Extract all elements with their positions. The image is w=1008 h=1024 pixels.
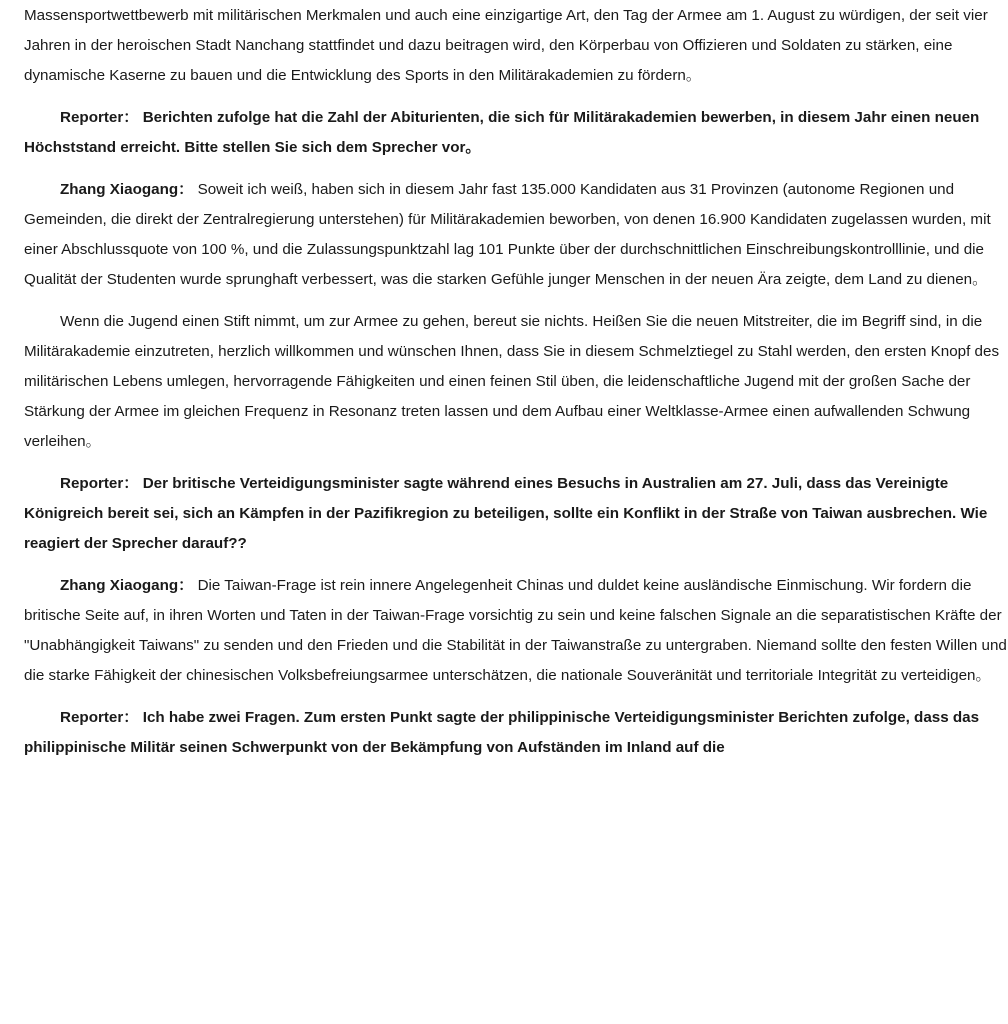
paragraph-continuation [24, 1, 1008, 91]
speaker-label: Zhang Xiaogang： [60, 181, 194, 198]
paragraph-gap [24, 91, 1008, 103]
paragraph-gap [24, 457, 1008, 469]
paragraph-question [24, 103, 1008, 163]
paragraph-plain [24, 307, 1008, 457]
answer-text: Die Taiwan-Frage ist rein innere Angelegenheit Chinas und duldet keine ausländische Einmischung. Wir fordern die britische Seite auf, in ihren Worten und Taten in der Taiwan-Frage vorsichtig zu sein und keine falschen Signale an die separatistischen Kräfte der "Unabhängigkeit Taiwans" zu senden und den Frieden und die Stabilität in der Taiwanstraße zu untergraben. Niemand sollte den festen Willen und die starke Fähigkeit der chinesischen Volksbefreiungsarmee unterschätzen, die nationale Souveränität und territoriale Integrität zu verteidigen。 [24, 577, 1007, 684]
paragraph-question [24, 469, 1008, 559]
answer-text: Soweit ich weiß, haben sich in diesem Jahr fast 135.000 Kandidaten aus 31 Provinzen (autonome Regionen und Gemeinden, die direkt der Zentralregierung unterstehen) für Militärakademien beworben, von denen 16.900 Kandidaten zugelassen wurden, mit einer Abschlussquote von 100 %, und die Zulassungspunktzahl lag 101 Punkte über der durchschnittlichen Einschreibungskontrolllinie, und die Qualität der Studenten wurde sprunghaft verbessert, was die starken Gefühle junger Menschen in der neuen Ära zeigte, dem Land zu dienen。 [24, 181, 991, 288]
question-text: Ich habe zwei Fragen. Zum ersten Punkt sagte der philippinische Verteidigungsminister Berichten zufolge, dass das philippinische Militär seinen Schwerpunkt von der Bekämpfung von Aufständen im Inland auf die [24, 709, 980, 756]
paragraph-gap [24, 163, 1008, 175]
paragraph-text: Massensportwettbewerb mit militärischen Merkmalen und auch eine einzigartige Art, den Tag der Armee am 1. August zu würdigen, der seit vier Jahren in der heroischen Stadt Nanchang stattfindet und dazu beitragen wird, den Körperbau von Offizieren und Soldaten zu stärken, eine dynamische Kaserne zu bauen und die Entwicklung des Sports in den Militärakademien zu fördern。 [24, 7, 988, 84]
speaker-label: Zhang Xiaogang： [60, 577, 194, 594]
paragraph-answer [24, 571, 1008, 691]
speaker-label: Reporter： [60, 109, 139, 126]
speaker-label: Reporter： [60, 709, 139, 726]
paragraph-answer [24, 175, 1008, 295]
speaker-label: Reporter： [60, 475, 139, 492]
paragraph-gap [24, 559, 1008, 571]
question-text: Berichten zufolge hat die Zahl der Abiturienten, die sich für Militärakademien bewerben, in diesem Jahr einen neuen Höchststand erreicht. Bitte stellen Sie sich dem Sprecher vor。 [24, 109, 980, 156]
paragraph-gap [24, 691, 1008, 703]
paragraph-question [24, 703, 1008, 763]
paragraph-text: Wenn die Jugend einen Stift nimmt, um zur Armee zu gehen, bereut sie nichts. Heißen Sie die neuen Mitstreiter, die im Begriff sind, in die Militärakademie einzutreten, herzlich willkommen und wünschen Ihnen, dass Sie in diesem Schmelztiegel zu Stahl werden, den ersten Knopf des militärischen Lebens umlegen, hervorragende Fähigkeiten und einen feinen Stil üben, die leidenschaftliche Jugend mit der großen Sache der Stärkung der Armee im gleichen Frequenz in Resonanz treten lassen und dem Aufbau einer Weltklasse-Armee einen aufwallenden Schwung verleihen。 [24, 313, 1000, 450]
paragraph-gap [24, 295, 1008, 307]
article-body [0, 1, 1008, 763]
question-text: Der britische Verteidigungsminister sagte während eines Besuchs in Australien am 27. Juli, dass das Vereinigte Königreich bereit sei, sich an Kämpfen in der Pazifikregion zu beteiligen, sollte ein Konflikt in der Straße von Taiwan ausbrechen. Wie reagiert der Sprecher darauf?? [24, 475, 988, 552]
